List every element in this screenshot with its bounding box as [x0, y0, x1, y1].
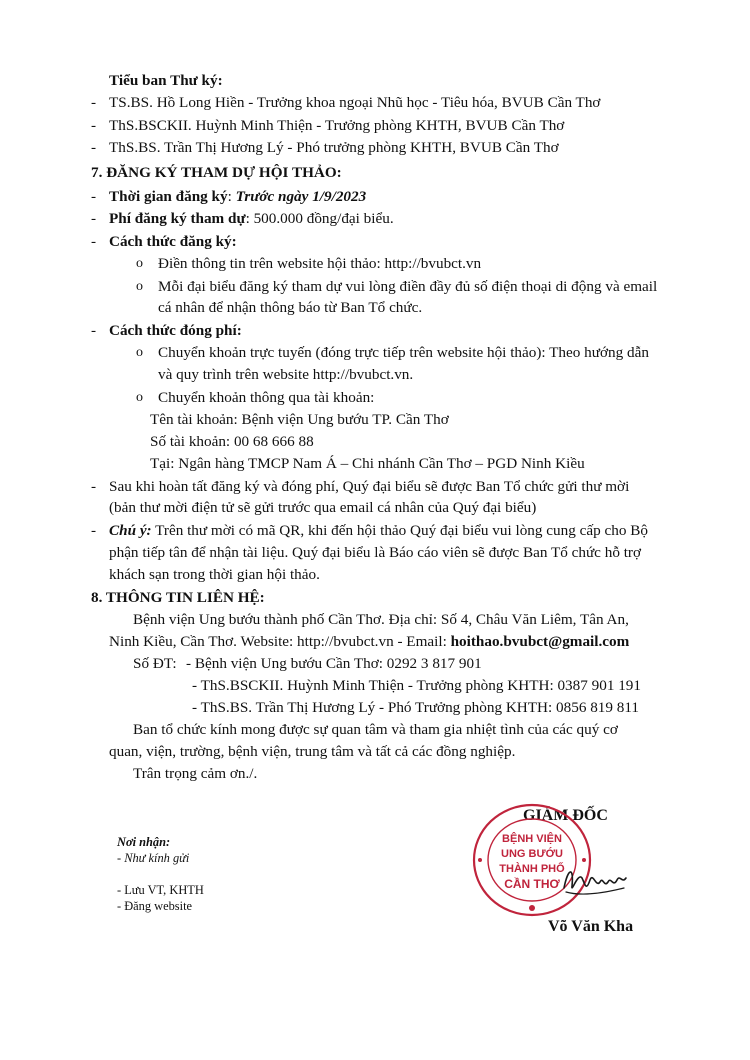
- registration-fee: [109, 208, 394, 229]
- email-link[interactable]: hoithao.bvubct@gmail.com: [450, 633, 630, 650]
- secretariat-member: TS.BS. Hồ Long Hiền - Trưởng khoa ngoại Nhũ học - Tiêu hóa, BVUB Cần Thơ: [109, 94, 601, 111]
- phone-line: - ThS.BS. Trần Thị Hương Lý - Phó Trưởng phòng KHTH: 0856 819 811: [192, 699, 640, 716]
- payment-transfer: Chuyển khoản thông qua tài khoản:: [158, 389, 375, 406]
- registration-heading: 7. ĐĂNG KÝ THAM DỰ HỘI THẢO:: [91, 164, 342, 181]
- time-label: Thời gian đăng ký: [109, 188, 228, 205]
- list-dash: -: [91, 188, 97, 205]
- signatory-name: Võ Văn Kha: [548, 918, 634, 935]
- closing-text: Ban tổ chức kính mong được sự quan tâm và tham gia nhiệt tình của các quý cơ: [133, 721, 618, 738]
- handwritten-signature-icon: [560, 858, 630, 903]
- website-text: Ninh Kiều, Cần Thơ. Website: http://bvubct.vn - Email:: [109, 633, 451, 650]
- account-number: Số tài khoản: 00 68 666 88: [150, 433, 314, 450]
- signature-position: GIÁM ĐỐC: [523, 807, 608, 824]
- method-item-cont: cá nhân để nhận thông báo từ Ban Tổ chức.: [158, 299, 423, 316]
- fee-value: : 500.000 đồng/đại biểu.: [245, 210, 394, 227]
- recipients-title: Nơi nhận:: [117, 835, 171, 849]
- registration-time: Thời gian đăng ký: Trước ngày 1/9/2023: [109, 188, 367, 205]
- phone-line: - Bệnh viện Ung bướu Cần Thơ: 0292 3 817 901: [186, 655, 482, 672]
- note-cont: khách sạn trong thời gian hội thảo.: [109, 566, 320, 583]
- phone-label: Số ĐT:: [133, 655, 177, 672]
- after-registration: Sau khi hoàn tất đăng ký và đóng phí, Quý đại biểu sẽ được Ban Tổ chức gửi thư mời: [109, 478, 630, 495]
- list-dash: -: [91, 478, 97, 495]
- list-dash: -: [91, 522, 97, 539]
- payment-online-cont: và quy trình trên website http://bvubct.vn.: [158, 366, 414, 383]
- closing-text-cont: quan, viện, trường, bệnh viện, trung tâm và tất cả các đồng nghiệp.: [109, 743, 516, 760]
- circle-bullet: o: [136, 345, 143, 360]
- circle-bullet: o: [136, 256, 143, 271]
- bank-info: Tại: Ngân hàng TMCP Nam Á – Chi nhánh Cần Thơ – PGD Ninh Kiều: [150, 455, 585, 472]
- stamp-text-2: UNG BƯỚU: [501, 848, 563, 860]
- list-dash: -: [91, 322, 97, 339]
- circle-bullet: o: [136, 390, 143, 405]
- after-registration-cont: (bản thư mời điện tử sẽ gửi trước qua email cá nhân của Quý đại biểu): [109, 499, 537, 516]
- secretariat-member: ThS.BSCKII. Huỳnh Minh Thiện - Trưởng phòng KHTH, BVUB Cần Thơ: [109, 117, 565, 134]
- method-item: Điền thông tin trên website hội thảo: http://bvubct.vn: [158, 255, 482, 272]
- recipient-item: - Đăng website: [117, 899, 193, 913]
- note-text: Trên thư mời có mã QR, khi đến hội thảo Quý đại biểu vui lòng cung cấp cho Bộ: [155, 522, 648, 539]
- stamp-text-1: BỆNH VIỆN: [502, 833, 562, 845]
- contact-website: [109, 631, 629, 652]
- list-dash: -: [91, 94, 97, 111]
- recipient-item: - Lưu VT, KHTH: [117, 883, 204, 897]
- list-dash: -: [91, 139, 97, 156]
- secretariat-title: Tiểu ban Thư ký:: [109, 72, 223, 89]
- note-label: Chú ý:: [109, 522, 152, 539]
- list-dash: -: [91, 210, 97, 227]
- time-value: Trước ngày 1/9/2023: [235, 188, 367, 205]
- method-item: Mỗi đại biểu đăng ký tham dự vui lòng điền đầy đủ số điện thoại di động và email: [158, 278, 658, 295]
- account-name: Tên tài khoản: Bệnh viện Ung bướu TP. Cần Thơ: [150, 411, 449, 428]
- stamp-text-3: THÀNH PHỐ: [499, 863, 565, 875]
- note-cont: phận tiếp tân để nhận tài liệu. Quý đại biểu là Báo cáo viên sẽ được Ban Tổ chức hỗ trợ: [109, 544, 642, 561]
- secretariat-member: ThS.BS. Trần Thị Hương Lý - Phó trưởng phòng KHTH, BVUB Cần Thơ: [109, 139, 559, 156]
- stamp-text-4: CẦN THƠ: [504, 877, 560, 891]
- note: [109, 520, 648, 541]
- phone-line: - ThS.BSCKII. Huỳnh Minh Thiện - Trưởng phòng KHTH: 0387 901 191: [192, 677, 641, 694]
- method-label: Cách thức đăng ký:: [109, 233, 237, 250]
- list-dash: -: [91, 117, 97, 134]
- contact-address: Bệnh viện Ung bướu thành phố Cần Thơ. Địa chỉ: Số 4, Châu Văn Liêm, Tân An,: [133, 611, 629, 628]
- contact-heading: 8. THÔNG TIN LIÊN HỆ:: [91, 589, 265, 606]
- payment-label: Cách thức đóng phí:: [109, 322, 242, 339]
- recipient-item: - Như kính gửi: [117, 851, 190, 865]
- circle-bullet: o: [136, 279, 143, 294]
- fee-label: Phí đăng ký tham dự: [109, 210, 246, 227]
- list-dash: -: [91, 233, 97, 250]
- thanks: Trân trọng cảm ơn./.: [133, 765, 258, 782]
- payment-online: Chuyển khoản trực tuyến (đóng trực tiếp trên website hội thảo): Theo hướng dẫn: [158, 344, 649, 361]
